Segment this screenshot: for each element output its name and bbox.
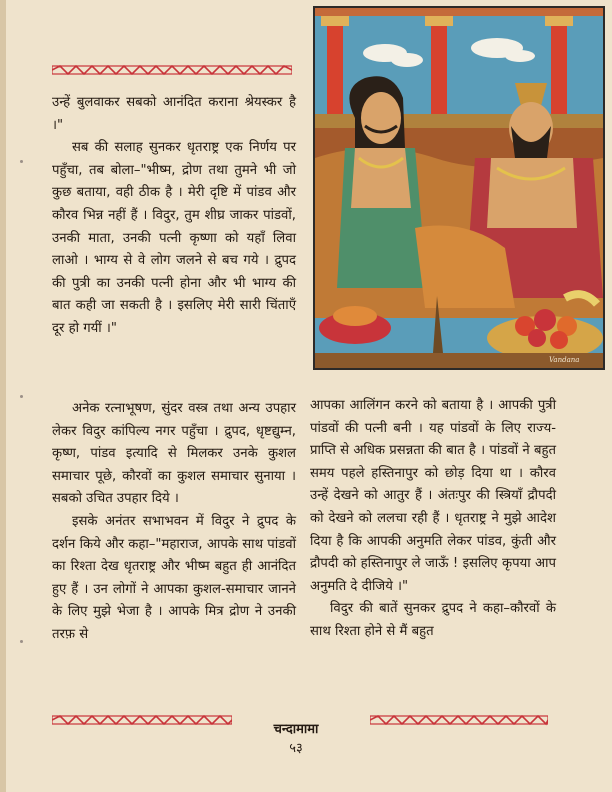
column-left-top bbox=[52, 92, 296, 341]
paragraph: विदुर की बातें सुनकर द्रुपद ने कहा–कौरवों के साथ रिश्ता होने से मैं बहुत bbox=[310, 601, 556, 639]
bind-hole-mark bbox=[20, 160, 23, 163]
paragraph: सब की सलाह सुनकर धृतराष्ट्र एक निर्णय पर पहुँचा, तब बोला–"भीष्म, द्रोण तथा तुमने भी जो कुछ बताया, वही ठीक है । मेरी दृष्टि में पांडव और कौरव भिन्न नहीं हैं । विदुर, तुम शीघ्र जाकर पांडवों, उनकी माता, उनकी पत्नी कृष्णा को यहाँ लिवा लाओ । भाग्य से वे लोग जलने से बच गये । द्रुपद की पुत्री का उनकी पत्नी होना और भी भाग्य की बात कही जा सकती है । इसलिए मेरी सारी चिंताएँ दूर हो गयीं ।" bbox=[52, 140, 296, 336]
illustration-dhritarashtra-vidura bbox=[313, 6, 605, 370]
decorative-border-bottom-left bbox=[52, 713, 232, 727]
column-right bbox=[310, 395, 556, 644]
paragraph: इसके अनंतर सभाभवन में विदुर ने द्रुपद के दर्शन किये और कहा–"महाराज, आपके साथ पांडवों का रिश्ता देख धृतराष्ट्र और भीष्म बहुत ही आनंदित हुए हैं । उन लोगों ने आपका कुशल-समाचार जानने के लिए मुझे भेजा है । आपके मित्र द्रोण ने उनकी तरफ़ से bbox=[52, 513, 296, 642]
column-left-bottom bbox=[52, 398, 296, 647]
bind-hole-mark bbox=[20, 640, 23, 643]
decorative-border-bottom-right bbox=[370, 713, 548, 727]
page-number: ५३ bbox=[289, 741, 303, 756]
bind-hole-mark bbox=[20, 395, 23, 398]
artist-signature: Vandana bbox=[549, 356, 580, 364]
page-edge-shadow bbox=[0, 0, 6, 792]
paragraph: उन्हें बुलवाकर सबको आनंदित कराना श्रेयस्कर है ।" bbox=[52, 95, 296, 133]
decorative-border-top bbox=[52, 63, 292, 77]
paragraph: आपका आलिंगन करने को बताया है । आपकी पुत्री पांडवों की पत्नी बनी । यह पांडवों के लिए राज्य-प्राप्ति से अधिक प्रसन्नता की बात है । पांडवों ने बहुत समय पहले हस्तिनापुर को छोड़ दिया था । कौरव उन्हें देखने को आतुर हैं । अंतःपुर की स्त्रियाँ द्रौपदी को देखने को ललचा रही हैं । धृतराष्ट्र ने मुझे आदेश दिया है कि आपकी अनुमति लेकर पांडव, कुंती और द्रौपदी को हस्तिनापुर ले जाऊँ ! इसलिए कृपया आप अनुमति दे दीजिये ।" bbox=[310, 398, 556, 594]
illustration-art bbox=[315, 8, 603, 368]
magazine-name: चन्दामामा bbox=[273, 722, 319, 737]
paragraph: अनेक रत्नाभूषण, सुंदर वस्त्र तथा अन्य उपहार लेकर विदुर कांपिल्य नगर पहुँचा । द्रुपद, धृष्टद्युम्न, कृष्ण, पांडव इत्यादि से मिलकर उनके कुशल समाचार पूछे, कौरवों का कुशल समाचार सुनाया । सबको उचित उपहार दिये । bbox=[52, 401, 296, 507]
